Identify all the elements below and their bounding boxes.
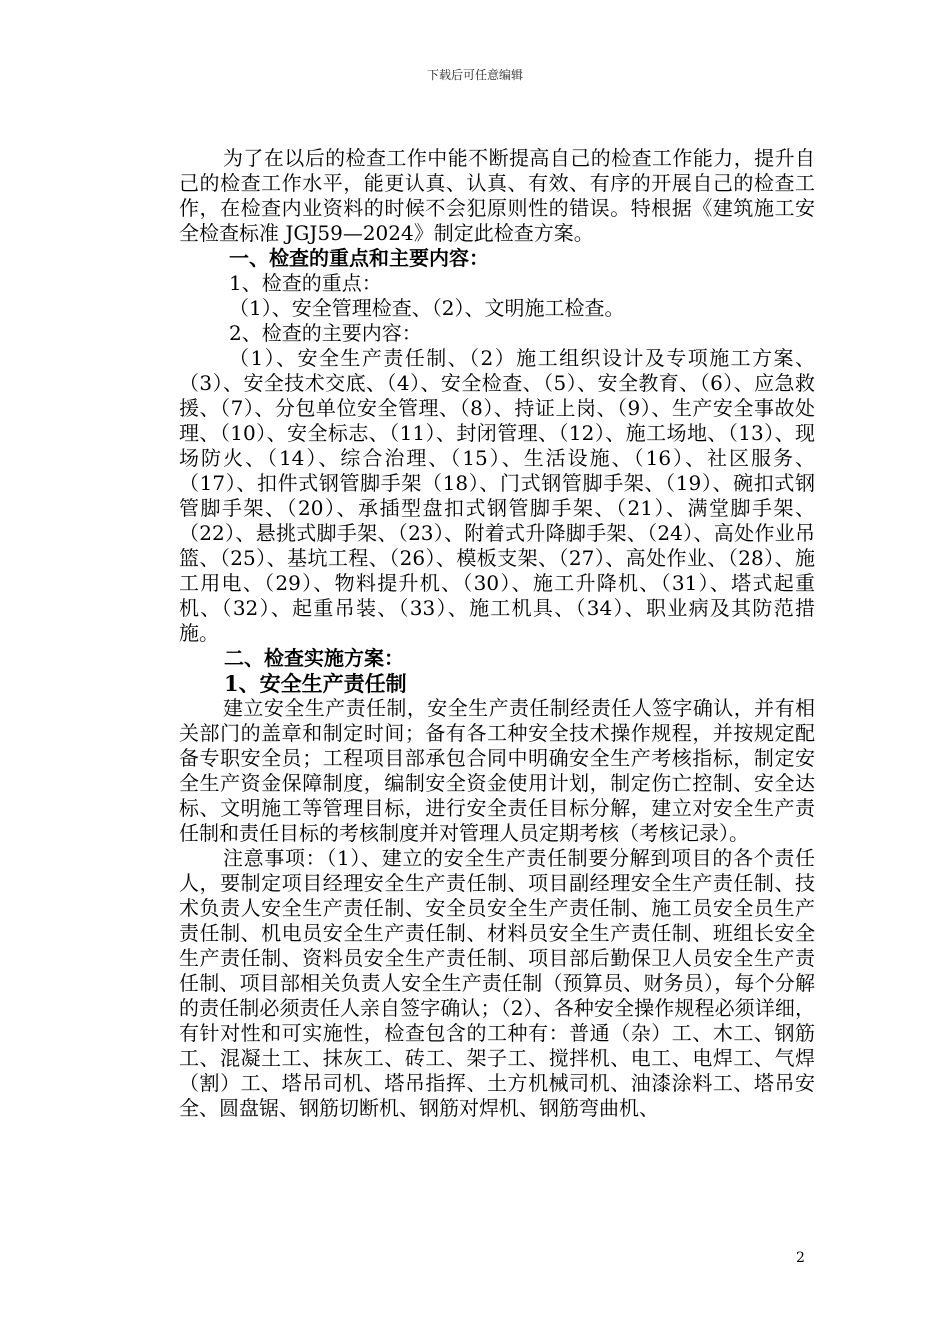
responsibility-paragraph: 建立安全生产责任制，安全生产责任制经责任人签字确认，并有相关部门的盖章和制定时间；备有各工种安全技术操作规程，并按规定配备专职安全员；工程项目部承包合同中明确安全生产考核指标，制定安全生产资金保障制度，编制安全资金使用计划，制定伤亡控制、安全达标、文明施工等管理目标，进行安全责任目标分解，建立对安全生产责任制和责任目标的考核制度并对管理人员定期考核（考核记录）。: [179, 696, 815, 845]
subsection-title-content: 2、检查的主要内容：: [229, 321, 422, 345]
content-items-paragraph: （1）、安全生产责任制、（2）施工组织设计及专项施工方案、（3）、安全技术交底、（4）、安全检查、（5）、安全教育、（6）、应急救援、（7）、分包单位安全管理、（8）、持证上岗、（9）、生产安全事故处理、（10）、安全标志、（11）、封闭管理、（12）、施工场地、（13）、现场防火、（14）、综合治理、（15）、生活设施、（16）、社区服务、（17）、扣件式钢管脚手架（18）、门式钢管脚手架、（19）、碗扣式钢管脚手架、（20）、承插型盘扣式钢管脚手架、（21）、满堂脚手架、（22）、悬挑式脚手架、（23）、附着式升降脚手架、（24）、高处作业吊篮、（25）、基坑工程、（26）、模板支架、（27）、高处作业、（28）、施工用电、（29）、物料提升机、（30）、施工升降机、（31）、塔式起重机、（32）、起重吊装、（33）、施工机具、（34）、职业病及其防范措施。: [179, 346, 815, 645]
page-header: 下载后可任意编辑: [426, 68, 523, 82]
subsection-heading-responsibility: 1、安全生产责任制: [224, 671, 407, 696]
focus-items: （1）、安全管理检查、（2）、文明施工检查。: [229, 296, 625, 320]
notes-paragraph: 注意事项：（1）、建立的安全生产责任制要分解到项目的各个责任人，要制定项目经理安全生产责任制、项目副经理安全生产责任制、技术负责人安全生产责任制、安全员安全生产责任制、施工员安全员生产责任制、机电员安全生产责任制、材料员安全生产责任制、班组长安全生产责任制、资料员安全生产责任制、项目部后勤保卫人员安全生产责任制、项目部相关负责人安全生产责任制（预算员、财务员），每个分解的责任制必须责任人亲自签字确认；（2）、各种安全操作规程必须详细，有针对性和可实施性，检查包含的工种有：普通（杂）工、木工、钢筋工、混凝土工、抹灰工、砖工、架子工、搅拌机、电工、电焊工、气焊（割）工、塔吊司机、塔吊指挥、土方机械司机、油漆涂料工、塔吊安全、圆盘锯、钢筋切断机、钢筋对焊机、钢筋弯曲机、: [179, 846, 815, 1120]
intro-paragraph: 为了在以后的检查工作中能不断提高自己的检查工作能力，提升自己的检查工作水平，能更认真、认真、有效、有序的开展自己的检查工作，在检查内业资料的时候不会犯原则性的错误。特根据《建筑施工安全检查标准 JGJ59—2024》制定此检查方案。: [179, 146, 815, 245]
section-heading-2: 二、检查实施方案：: [224, 646, 404, 670]
section-heading-1: 一、检查的重点和主要内容：: [229, 246, 489, 270]
subsection-title-focus: 1、检查的重点：: [229, 271, 382, 295]
document-body: [179, 146, 815, 1121]
page-number: 2: [796, 1250, 805, 1266]
